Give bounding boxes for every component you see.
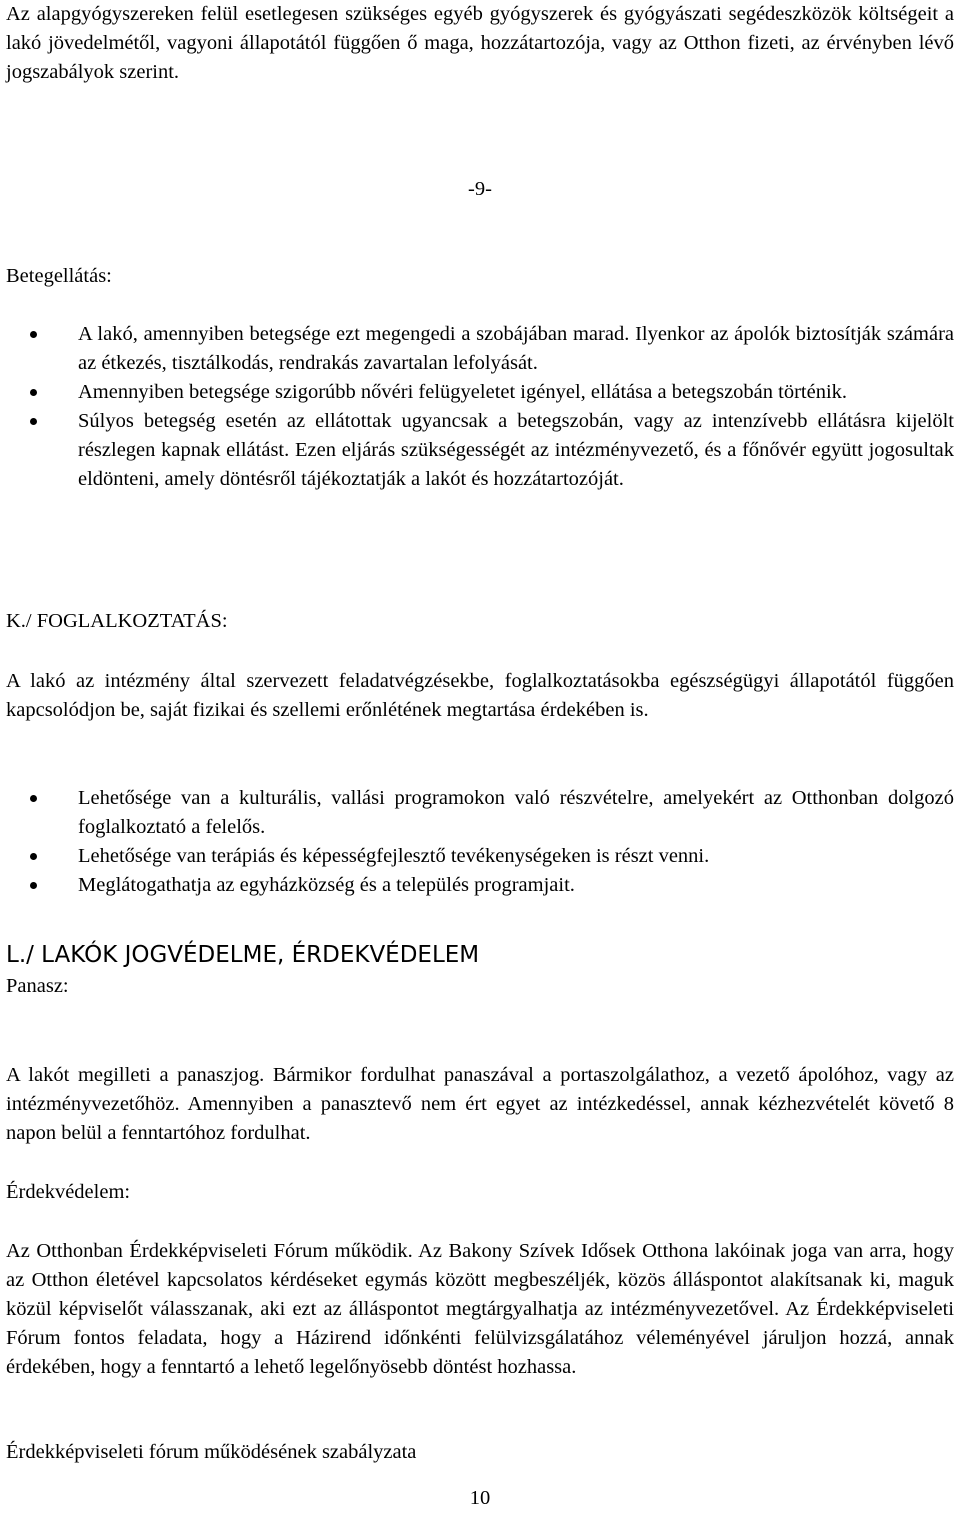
forum-szabalyzat-label: Érdekképviseleti fórum működésének szabályzata [6, 1441, 417, 1463]
page-number: 10 [469, 1487, 491, 1509]
betegellatas-label: Betegellátás: [6, 265, 112, 287]
panasz-label: Panasz: [6, 975, 69, 997]
foglalkoztatas-paragraph: A lakó az intézmény által szervezett feladatvégzésekbe, foglalkoztatásokba egészségügyi állapotától függően kapcsolódjon be, saját fizikai és szellemi erőnlétének megtartása érdekében is. [6, 670, 954, 721]
list-item: Lehetősége van terápiás és képességfejlesztő tevékenységeken is részt venni. [6, 842, 954, 871]
list-item: A lakó, amennyiben betegsége ezt megengedi a szobájában marad. Ilyenkor az ápolók biztosítják számára az étkezés, tisztálkodás, rendrakás zavartalan lefolyását. [6, 320, 954, 378]
list-item: Súlyos betegség esetén az ellátottak ugyancsak a betegszobán, vagy az intenzívebb ellátásra kijelölt részlegen kapnak ellátást. Ezen eljárás szükségességét az intézményvezető, és a főnővér együtt jogosultak eldönteni, amely döntésről tájékoztatják a lakót és hozzátartozóját. [6, 407, 954, 494]
erdekvedelem-paragraph: Az Otthonban Érdekképviseleti Fórum működik. Az Bakony Szívek Idősek Otthona lakóinak joga van arra, hogy az Otthon életével kapcsolatos kérdéseket egymás között megbeszéljék, közös álláspontot alakítsanak ki, maguk közül képviselőt válasszanak, aki ezt az álláspontot megtárgyalhatja az intézményvezetővel. Az Érdekképviseleti Fórum fontos feladata, hogy a Házirend időnkénti felülvizsgálatához véleményével járuljon hozzá, annak érdekében, hogy a fenntartó a lehető legelőnyösebb döntést hozhassa. [6, 1240, 954, 1378]
betegellatas-list [6, 320, 954, 494]
list-item: Meglátogathatja az egyházközség és a település programjait. [6, 871, 954, 900]
list-item: Amennyiben betegsége szigorúbb nővéri felügyeletet igényel, ellátása a betegszobán történik. [6, 378, 954, 407]
foglalkoztatas-heading: K./ FOGLALKOZTATÁS: [6, 610, 228, 632]
foglalkoztatas-list [6, 784, 954, 900]
list-item: Lehetősége van a kulturális, vallási programokon való részvételre, amelyekért az Otthonban dolgozó foglalkoztató a felelős. [6, 784, 954, 842]
erdekvedelem-label: Érdekvédelem: [6, 1181, 131, 1203]
page-marker: -9- [468, 178, 492, 200]
intro-paragraph: Az alapgyógyszereken felül esetlegesen szükséges egyéb gyógyszerek és gyógyászati segédeszközök költségeit a lakó jövedelmétől, vagyoni állapotától függően ő maga, hozzátartozója, vagy az Otthon fizeti, az érvényben lévő jogszabályok szerint. [6, 3, 954, 83]
jogvedelem-heading: L./ LAKÓK JOGVÉDELME, ÉRDEKVÉDELEM [6, 942, 480, 968]
panasz-paragraph: A lakót megilleti a panaszjog. Bármikor fordulhat panaszával a portaszolgálathoz, a vezető ápolóhoz, vagy az intézményvezetőhöz. Amennyiben a panasztevő nem ért egyet az intézkedéssel, annak kézhezvételét követő 8 napon belül a fenntartóhoz fordulhat. [6, 1064, 954, 1144]
